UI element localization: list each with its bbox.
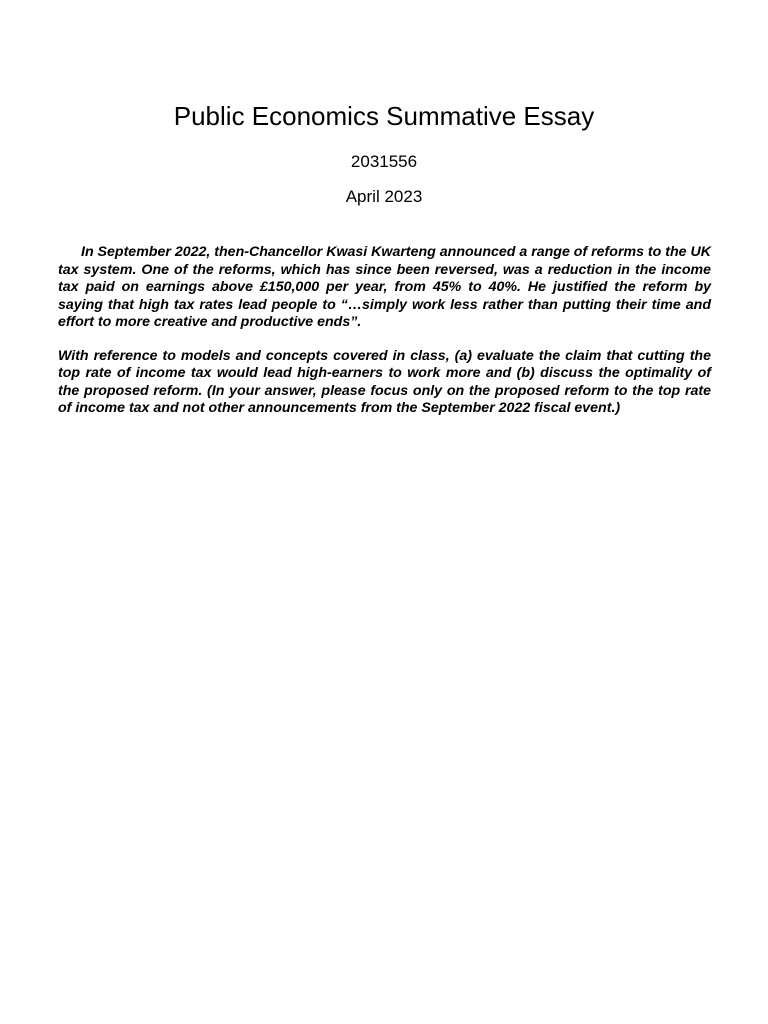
student-id: 2031556 bbox=[350, 152, 418, 171]
document-title: Public Economics Summative Essay bbox=[173, 101, 595, 131]
question-paragraph-task: With reference to models and concepts covered in class, (a) evaluate the claim that cutting the top rate of income tax would lead high-earners to work more and (b) discuss the optimality of the proposed reform. (In your answer, please focus only on the proposed reform to the top rate of income tax and not other announcements from the September 2022 fiscal event.) bbox=[58, 347, 711, 416]
question-paragraph-context: In September 2022, then-Chancellor Kwasi Kwarteng announced a range of reforms to the UK tax system. One of the reforms, which has since been reversed, was a reduction in the income tax paid on earnings above £150,000 per year, from 45% to 40%. He justified the reform by saying that high tax rates lead people to “…simply work less rather than putting their time and effort to more creative and productive ends”. bbox=[58, 244, 711, 330]
document-date: April 2023 bbox=[345, 187, 423, 206]
essay-question bbox=[58, 244, 711, 418]
